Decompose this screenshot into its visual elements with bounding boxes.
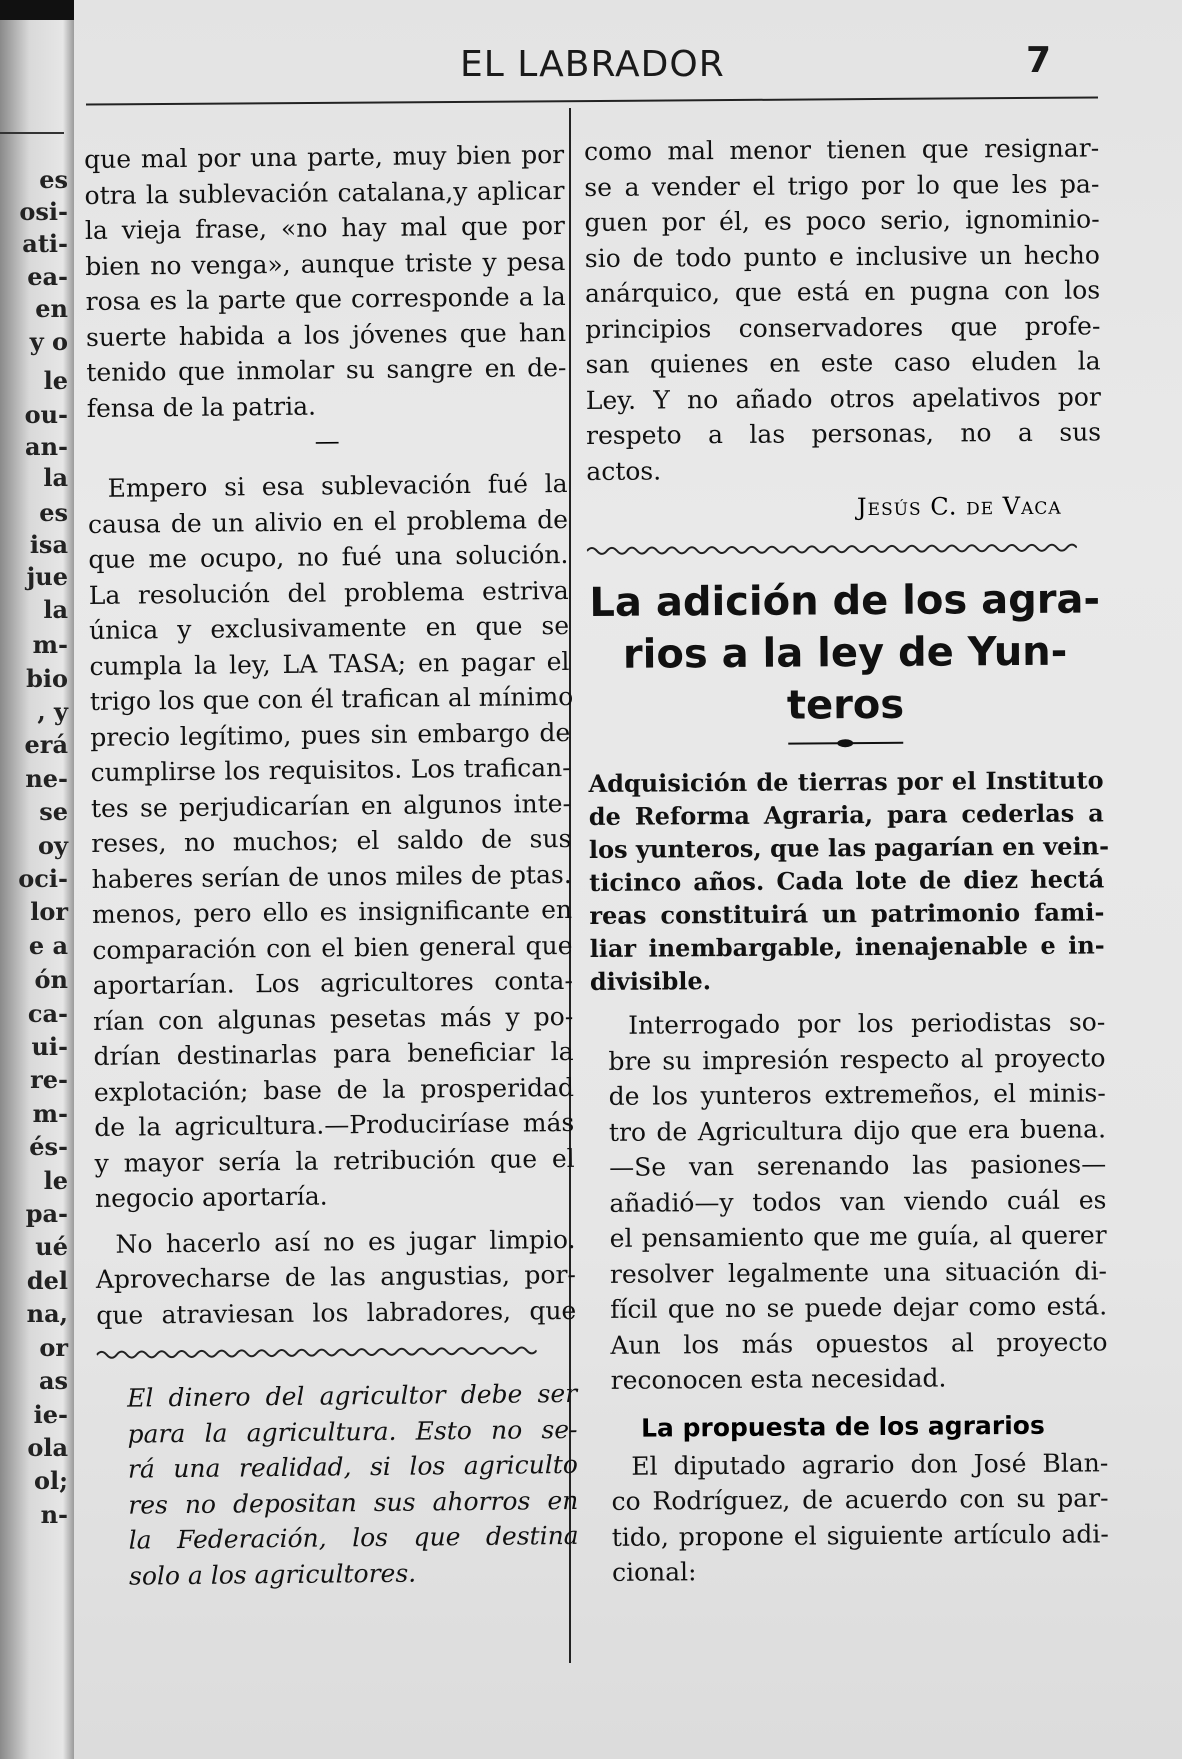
text-line: otra la sublevación catalana,y aplicar xyxy=(84,175,565,210)
margin-fragment: del xyxy=(26,1266,68,1295)
paragraph-la-tasa xyxy=(87,466,575,1216)
margin-fragment: se xyxy=(39,797,68,826)
text-line: la vieja frase, «no hay mal que por xyxy=(84,210,566,245)
right-column xyxy=(584,130,1109,1590)
margin-fragment: ué xyxy=(35,1232,68,1261)
margin-fragment: es xyxy=(39,498,68,527)
text-line: principios conservadores que profe- xyxy=(585,310,1101,344)
text-line: No hacerlo así no es jugar limpio. xyxy=(115,1224,576,1259)
text-line: fensa de la patria. xyxy=(86,391,317,423)
header-rule xyxy=(86,96,1098,105)
margin-fragment: an- xyxy=(25,432,68,461)
quote-line: para la agricultura. Esto no se- xyxy=(127,1414,578,1449)
quote-line: El dinero del agricultor debe ser xyxy=(127,1378,578,1413)
margin-fragment: ie- xyxy=(33,1400,68,1429)
margin-fragment: ca- xyxy=(27,999,68,1028)
paragraph-continuation xyxy=(584,130,1101,489)
text-line: precio legítimo, pues sin embargo de xyxy=(90,717,571,752)
text-line: como mal menor tienen que resignar- xyxy=(584,133,1100,166)
text-line: causa de un alivio en el problema de xyxy=(87,504,569,539)
text-line: tido, propone el siguiente artículo adi- xyxy=(611,1518,1109,1552)
text-line: que atraviesan los labradores, que xyxy=(96,1295,577,1330)
text-line: guen por él, es poco serio, ignominio- xyxy=(584,204,1100,237)
margin-fragment: oci- xyxy=(18,864,68,893)
text-line: cumplirse los requisitos. Los trafican- xyxy=(90,752,571,787)
summary-line: liar inembargable, inenajenable e in- xyxy=(589,930,1105,963)
text-line: el pensamiento que me guía, al querer xyxy=(609,1220,1107,1253)
margin-fragment: erá xyxy=(24,730,68,759)
paragraph-patria xyxy=(84,137,567,426)
margin-fragment: pa- xyxy=(25,1199,68,1228)
section-dash: — xyxy=(314,426,340,456)
text-line: Interrogado por los periodistas so- xyxy=(628,1007,1106,1040)
text-line: resolver legalmente una situación di- xyxy=(609,1255,1108,1289)
left-column xyxy=(84,137,579,1594)
text-line: se a vender el trigo por lo que les pa- xyxy=(584,168,1100,202)
text-line: actos. xyxy=(586,455,662,486)
previous-page-rule xyxy=(0,132,64,134)
text-line: reconocen esta necesidad. xyxy=(610,1363,947,1395)
margin-fragment: as xyxy=(38,1366,68,1395)
binding-shadow xyxy=(0,0,74,20)
margin-fragment: en xyxy=(35,294,68,323)
text-line: fícil que no se puede dejar como está. xyxy=(610,1291,1108,1324)
text-line: anárquico, que está en pugna con los xyxy=(585,275,1101,308)
margin-fragment: bio xyxy=(26,664,68,693)
boxed-quote xyxy=(97,1376,579,1594)
text-line: Ley. Y no añado otros apelativos por xyxy=(585,381,1101,415)
margin-fragment: le xyxy=(43,366,68,395)
margin-fragment: ola xyxy=(27,1433,68,1462)
margin-fragment: ou- xyxy=(24,400,68,429)
margin-fragment: ol; xyxy=(34,1466,68,1495)
text-line: de los yunteros extremeños, el minis- xyxy=(608,1078,1106,1111)
quote-line: res no depositan sus ahorros en xyxy=(128,1485,579,1520)
margin-fragment: e a xyxy=(28,931,68,960)
text-line: tenido que inmolar su sangre en de- xyxy=(86,352,567,387)
subsection-body xyxy=(593,1445,1109,1591)
margin-fragment: ui- xyxy=(31,1032,68,1061)
text-line: y mayor sería la retribución que el xyxy=(94,1143,575,1178)
margin-fragment: , y xyxy=(37,697,68,726)
margin-fragment: n- xyxy=(40,1500,68,1529)
text-line: El diputado agrario don José Blan- xyxy=(631,1447,1109,1481)
text-line: respeto a las personas, no a sus xyxy=(586,417,1102,450)
article-headline xyxy=(587,573,1103,733)
summary-line: los yunteros, que las pagarían en vein- xyxy=(588,831,1110,864)
quote-line: solo a los agricultores. xyxy=(128,1558,417,1591)
previous-page-edge xyxy=(0,0,74,1759)
text-line: rosa es la parte que corresponde a la xyxy=(85,281,566,316)
quote-line: rá una realidad, si los agriculto xyxy=(127,1449,579,1484)
margin-fragment: lor xyxy=(30,897,68,926)
article-body xyxy=(590,1004,1108,1398)
margin-fragment: és- xyxy=(29,1132,68,1161)
author-signature: Jesús C. de Vaca xyxy=(856,491,1062,522)
margin-fragment: ati- xyxy=(22,229,68,258)
text-line: haberes serían de unos miles de ptas. xyxy=(91,859,572,894)
text-line: Empero si esa sublevación fué la xyxy=(107,468,568,503)
article-summary xyxy=(588,763,1110,998)
text-line: que me ocupo, no fué una solución. xyxy=(88,539,569,574)
text-line: Aun los más opuestos al proyecto xyxy=(610,1326,1108,1360)
margin-fragment: es xyxy=(39,165,68,194)
margin-fragment: na, xyxy=(26,1299,68,1328)
text-line: añadió—y todos van viendo cuál es xyxy=(609,1184,1107,1218)
summary-line: Adquisición de tierras por el Instituto xyxy=(588,765,1104,798)
margin-fragment: ea- xyxy=(27,262,68,291)
headline-line: teros xyxy=(786,681,905,729)
text-line: aportarían. Los agricultores conta- xyxy=(92,965,573,1000)
text-line: cumpla la ley, LA TASA; en pagar el xyxy=(89,646,570,681)
text-line: rían con algunas pesetas más y po- xyxy=(93,1001,574,1036)
headline-line: La adición de los agra- xyxy=(589,576,1101,626)
margin-fragment: oy xyxy=(38,831,68,860)
summary-line: de Reforma Agraria, para cederlas a xyxy=(588,798,1104,831)
wavy-divider xyxy=(97,1340,537,1365)
text-line: sio de todo punto e inclusive un hecho xyxy=(584,239,1100,273)
text-line: bre su impresión respecto al proyecto xyxy=(608,1042,1106,1076)
text-line: Aprovecharse de las angustias, por- xyxy=(95,1259,577,1294)
margin-fragment: la xyxy=(43,595,68,624)
text-line: que mal por una parte, muy bien por xyxy=(84,139,565,174)
text-line: comparación con el bien general que xyxy=(92,930,573,965)
text-line: —Se van serenando las pasiones— xyxy=(609,1149,1107,1182)
margin-fragment: la xyxy=(43,463,68,492)
margin-fragment: ón xyxy=(34,965,68,994)
masthead-title: EL LABRADOR xyxy=(460,44,725,85)
text-line: La resolución del problema estriva xyxy=(88,575,569,610)
text-line: única y exclusivamente en que se xyxy=(88,610,570,645)
summary-line: ticinco años. Cada lote de diez hectá xyxy=(589,864,1105,897)
text-line: tes se perjudicarían en algunos inte- xyxy=(90,788,572,823)
margin-fragment: isa xyxy=(29,530,68,559)
headline-line: rios a la ley de Yun- xyxy=(622,628,1068,678)
text-line: trigo los que con él trafican al mínimo xyxy=(89,681,574,716)
text-line: negocio aportaría. xyxy=(94,1181,328,1213)
margin-fragment: m- xyxy=(32,1099,68,1128)
quote-line: la Federación, los que destina xyxy=(128,1520,579,1555)
summary-line: reas constituirá un patrimonio fami- xyxy=(589,897,1105,930)
headline-ornament xyxy=(588,733,1103,753)
text-line: reses, no muchos; el saldo de sus xyxy=(91,823,572,858)
text-line: suerte habida a los jóvenes que han xyxy=(85,317,567,352)
margin-fragment: y o xyxy=(29,327,68,356)
margin-fragment: ne- xyxy=(25,764,68,793)
margin-fragment: jue xyxy=(26,562,68,591)
article-subheading: La propuesta de los agrarios xyxy=(640,1410,1045,1443)
text-line: co Rodríguez, de acuerdo con su par- xyxy=(611,1483,1109,1516)
text-line: explotación; base de la prosperidad xyxy=(93,1072,575,1107)
text-line: de la agricultura.—Produciríase más xyxy=(94,1107,575,1142)
text-line: san quienes en este caso eluden la xyxy=(585,346,1101,379)
text-line: tro de Agricultura dijo que era buena. xyxy=(608,1113,1107,1147)
text-line: drían destinarlas para beneficiar la xyxy=(93,1036,574,1071)
margin-fragment: le xyxy=(43,1166,68,1195)
margin-fragment: osi- xyxy=(19,197,68,226)
margin-fragment: or xyxy=(39,1333,68,1362)
paragraph-jugar-limpio xyxy=(95,1221,576,1333)
margin-fragment: m- xyxy=(32,630,68,659)
text-line: bien no venga», aunque triste y pesa xyxy=(85,246,566,281)
page-number: 7 xyxy=(1026,40,1052,81)
margin-fragment: re- xyxy=(30,1065,68,1094)
summary-line: divisible. xyxy=(589,966,712,996)
newspaper-page xyxy=(74,0,1182,1759)
text-line: cional: xyxy=(611,1557,697,1587)
text-line: menos, pero ello es insignificante en xyxy=(91,894,573,929)
article-separator xyxy=(587,538,1077,561)
